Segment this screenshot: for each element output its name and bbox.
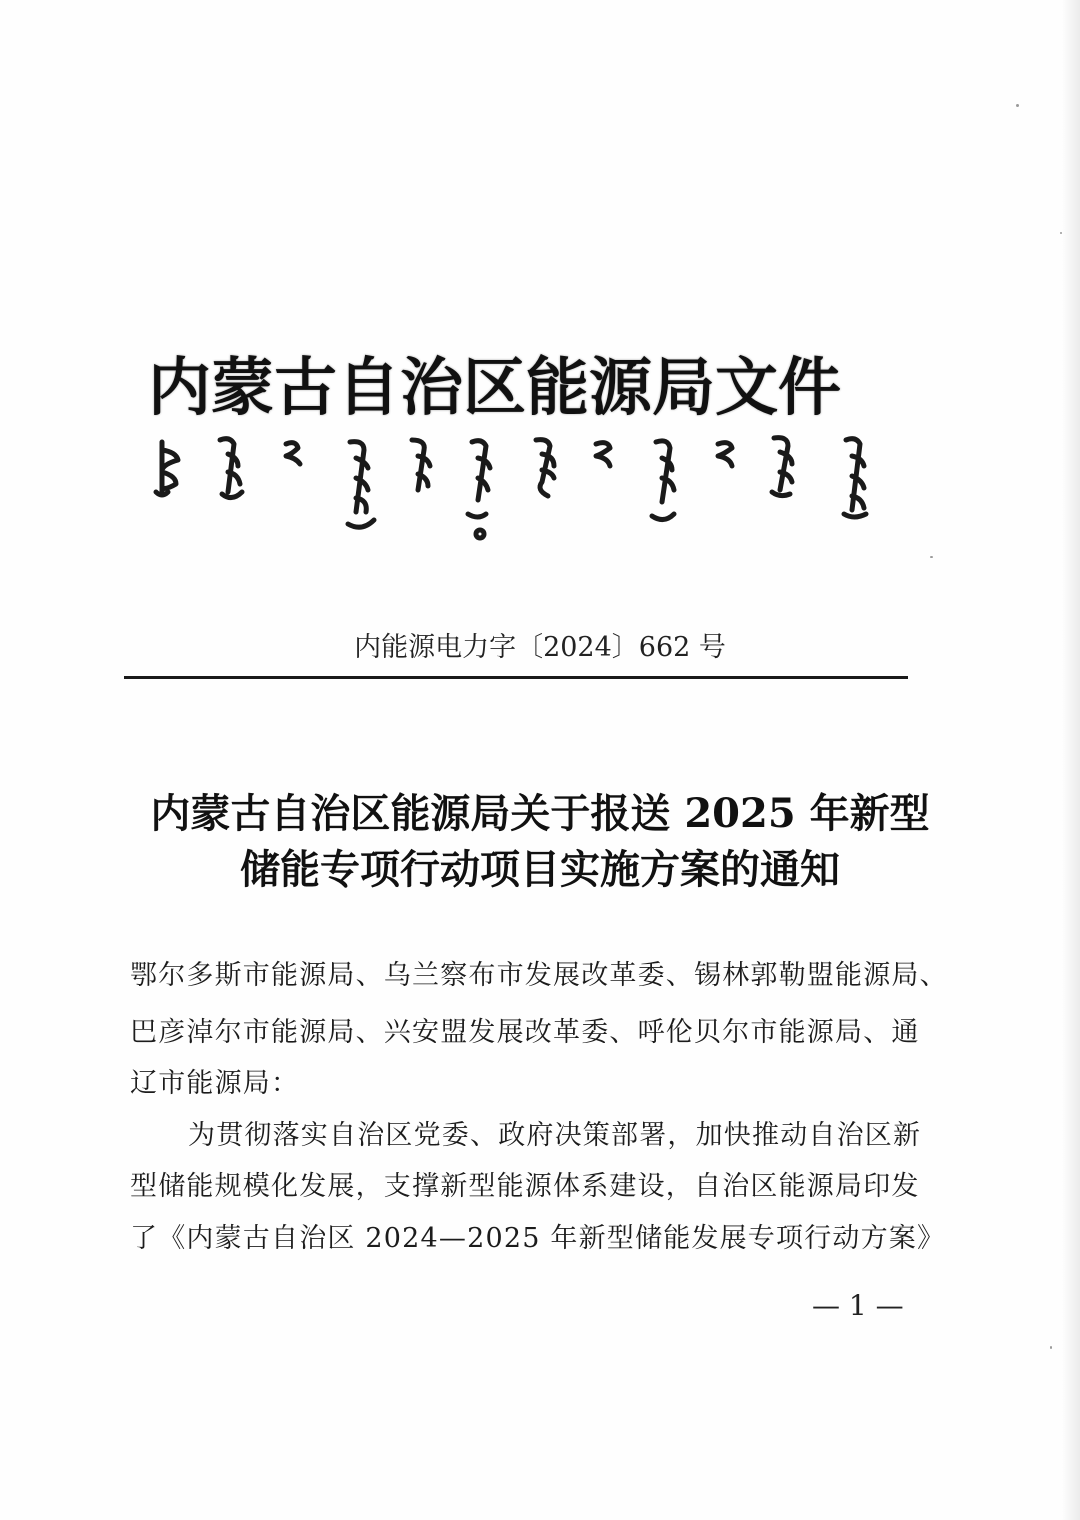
scan-speck — [1050, 1346, 1052, 1349]
mongolian-script-header — [150, 432, 890, 542]
mongolian-script-graphic — [150, 432, 890, 542]
header-divider-rule — [124, 676, 908, 679]
page-number: — 1 — — [812, 1289, 904, 1322]
recipients-line-3: 辽市能源局： — [130, 1068, 300, 1099]
body-paragraph-line-3: 了《内蒙古自治区 2024—2025 年新型储能发展专项行动方案》 — [130, 1223, 946, 1254]
page-edge-shadow — [1062, 0, 1080, 1520]
agency-file-title: 内蒙古自治区能源局文件 — [148, 351, 841, 424]
body-paragraph-line-1: 为贯彻落实自治区党委、政府决策部署，加快推动自治区新 — [188, 1120, 922, 1151]
document-title-line-2: 储能专项行动项目实施方案的通知 — [240, 846, 840, 893]
recipients-line-2: 巴彦淖尔市能源局、兴安盟发展改革委、呼伦贝尔市能源局、通 — [130, 1017, 920, 1048]
document-number: 内能源电力字〔2024〕662 号 — [354, 632, 726, 663]
document-title-line-1: 内蒙古自治区能源局关于报送 2025 年新型 — [150, 790, 930, 837]
scan-speck — [930, 556, 933, 558]
scan-speck — [1060, 232, 1062, 234]
recipients-line-1: 鄂尔多斯市能源局、乌兰察布市发展改革委、锡林郭勒盟能源局、 — [130, 960, 948, 991]
scan-speck — [1016, 104, 1019, 107]
body-paragraph-line-2: 型储能规模化发展，支撑新型能源体系建设，自治区能源局印发 — [130, 1171, 920, 1202]
